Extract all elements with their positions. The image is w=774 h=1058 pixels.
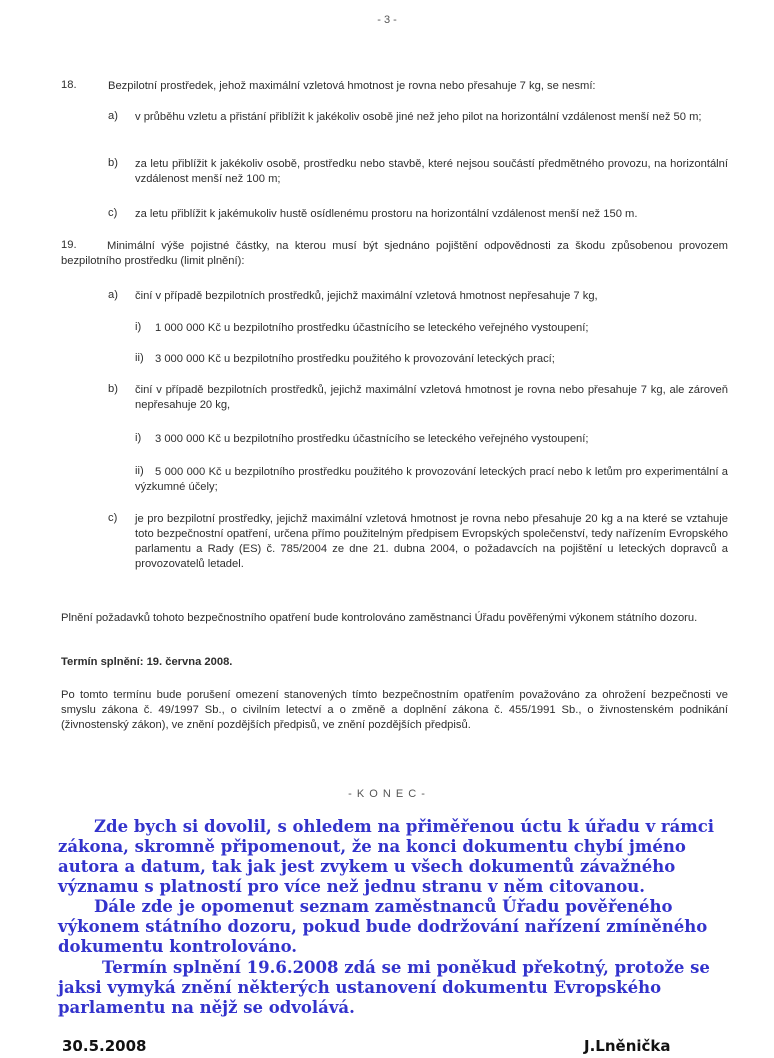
item-18-c-text: za letu přiblížit k jakémukoliv hustě osídlenému prostoru na horizontální vzdálenost menší než 150 m. bbox=[135, 208, 638, 220]
item-19-a-label: a) bbox=[108, 289, 118, 301]
konec: - K O N E C - bbox=[348, 788, 426, 800]
item-19-a-i-label: i) bbox=[135, 321, 142, 333]
item-19-b-ii-text: 5 000 000 Kč u bezpilotního prostředku použitého k provozování leteckých prací nebo k letům pro experimentální a výzkumné účely; bbox=[135, 466, 728, 493]
item-19-a-ii-label: ii) bbox=[135, 352, 144, 364]
item-18-a-label: a) bbox=[108, 110, 118, 122]
footer-author: J.Lněnička bbox=[584, 1037, 671, 1055]
item-19-b-label: b) bbox=[108, 383, 118, 395]
comment-paragraph-3: Termín splnění 19.6.2008 zdá se mi poněkud překotný, protože se jaksi vymyká znění některých ustanovení dokumentu Evropského parlamentu na nějž se odvolává. bbox=[58, 958, 710, 1017]
item-19-b-text: činí v případě bezpilotních prostředků, jejichž maximální vzletová hmotnost je rovna nebo přesahuje 7 kg, ale zároveň nepřesahuje 20 kg, bbox=[135, 384, 728, 411]
item-18-b-label: b) bbox=[108, 157, 118, 169]
comment-paragraph-2: Dále zde je opomenut seznam zaměstnanců Úřadu pověřeného výkonem státního dozoru, pokud bude dodržování nařízení zmíněného dokumentu kontrolováno. bbox=[58, 897, 708, 956]
item-18-a-text: v průběhu vzletu a přistání přiblížit k jakékoliv osobě jiné než jeho pilot na horizontální vzdálenost menší než 50 m; bbox=[135, 111, 702, 123]
item-19-a-text: činí v případě bezpilotních prostředků, jejichž maximální vzletová hmotnost nepřesahuje 7 kg, bbox=[135, 290, 598, 302]
control-paragraph: Plnění požadavků tohoto bezpečnostního opatření bude kontrolováno zaměstnanci Úřadu pověřenými výkonem státního dozoru. bbox=[61, 612, 698, 624]
item-19-c-label: c) bbox=[108, 512, 118, 524]
comment-paragraph-1: Zde bych si dovolil, s ohledem na přiměřenou úctu k úřadu v rámci zákona, skromně připomenout, že na konci dokumentu chybí jméno autora a datum, tak jak jest zvykem u všech dokumentů závažného významu s platností pro více než jednu stranu v něm citovanou. bbox=[58, 817, 715, 896]
item-18-c-label: c) bbox=[108, 207, 118, 219]
item-19-b-ii-label: ii) bbox=[135, 465, 144, 477]
item-19-b-i-label: i) bbox=[135, 432, 142, 444]
item-19-number: 19. bbox=[61, 239, 77, 251]
item-19-c-text: je pro bezpilotní prostředky, jejichž maximální vzletová hmotnost je rovna nebo přesahuje 20 kg a na které se vztahuje toto bezpečnostní opatření, určena přímo použitelným předpisem Evropských společenství, tedy nařízením Evropského parlamentu a Rady (ES) č. 785/2004 ze dne 21. dubna 2004, o požadavcích na pojištění u leteckých dopravců a provozovatelů letadel. bbox=[135, 513, 728, 570]
after-deadline-paragraph: Po tomto termínu bude porušení omezení stanovených tímto bezpečnostním opatřením považováno za ohrožení bezpečnosti ve smyslu zákona č. 49/1997 Sb., o civilním letectví a o změně a doplnění zákona č. 455/1991 Sb., o živnostenském podnikání (živnostenský zákon), ve znění pozdějších předpisů, ve znění pozdějších předpisů. bbox=[61, 689, 728, 731]
item-18-intro: Bezpilotní prostředek, jehož maximální vzletová hmotnost je rovna nebo přesahuje 7 kg, se nesmí: bbox=[108, 80, 596, 92]
item-19-a-i-text: 1 000 000 Kč u bezpilotního prostředku účastnícího se leteckého veřejného vystoupení; bbox=[155, 322, 589, 334]
page-number: - 3 - bbox=[377, 14, 397, 26]
item-18-number: 18. bbox=[61, 79, 77, 91]
item-19-a-ii-text: 3 000 000 Kč u bezpilotního prostředku použitého k provozování leteckých prací; bbox=[155, 353, 555, 365]
item-19-intro: Minimální výše pojistné částky, na kterou musí být sjednáno pojištění odpovědnosti za škodu způsobenou provozem bezpilotního prostředku (limit plnění): bbox=[61, 240, 728, 267]
item-18-b-text: za letu přiblížit k jakékoliv osobě, prostředku nebo stavbě, které nejsou součástí předmětného provozu, na horizontální vzdálenost menší než 100 m; bbox=[135, 158, 728, 185]
footer-date: 30.5.2008 bbox=[62, 1037, 147, 1055]
item-19-b-i-text: 3 000 000 Kč u bezpilotního prostředku účastnícího se leteckého veřejného vystoupení; bbox=[155, 433, 589, 445]
deadline: Termín splnění: 19. června 2008. bbox=[61, 656, 233, 668]
